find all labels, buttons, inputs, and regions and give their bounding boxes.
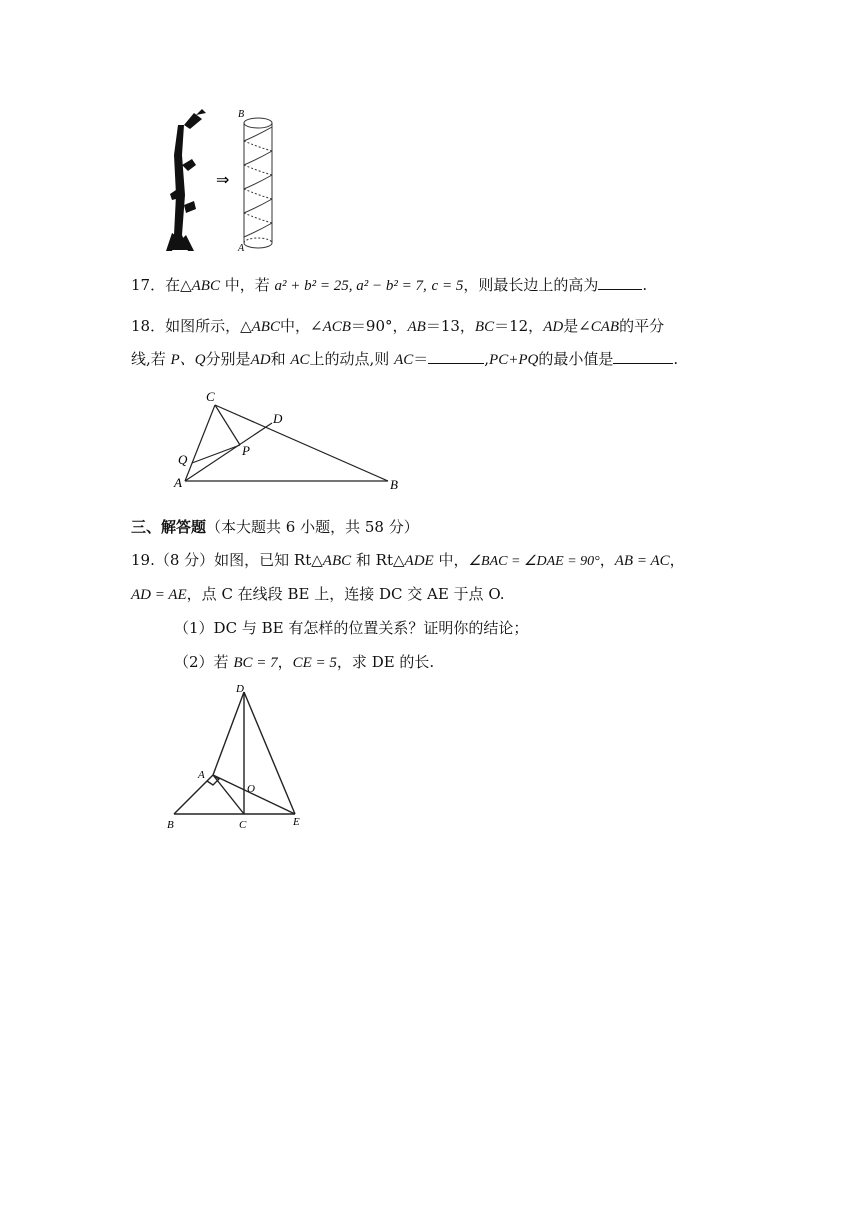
q18-ad: AD bbox=[250, 352, 271, 368]
q17-prefix: 在△ bbox=[165, 276, 192, 294]
q19-triangle-figure bbox=[160, 680, 320, 835]
q19-text: ，求 DE 的长. bbox=[336, 653, 435, 671]
question-18-line2 bbox=[131, 348, 678, 371]
q18-min-answer-blank[interactable] bbox=[613, 349, 673, 364]
q18-text: 的最小值是 bbox=[538, 350, 614, 368]
question-19-part1 bbox=[174, 617, 528, 639]
q17-suffix: ，则最长边上的高为 bbox=[463, 276, 599, 294]
question-17 bbox=[131, 274, 647, 297]
q17-answer-blank[interactable] bbox=[598, 275, 642, 290]
q18-text: ＝90°， bbox=[350, 317, 408, 335]
cylinder-with-helix bbox=[244, 118, 272, 248]
q19-text: ， bbox=[599, 551, 615, 569]
q18-text: 如图所示，△ bbox=[165, 317, 252, 335]
fig19-label-c: C bbox=[239, 819, 247, 831]
q18-ad: AD bbox=[543, 319, 564, 335]
question-19-line1 bbox=[131, 549, 685, 573]
q18-triangle-figure bbox=[170, 385, 410, 495]
fig19-label-e: E bbox=[293, 816, 300, 828]
fig18-label-a: A bbox=[174, 475, 182, 490]
q18-text: 分别是 bbox=[205, 350, 251, 368]
q19-text: 中， bbox=[433, 551, 469, 569]
q17-formula: a² + b² = 25, a² − b² = 7, bbox=[274, 278, 427, 294]
q18-ab: AB bbox=[407, 319, 426, 335]
q19-part1-text: （1）DC 与 BE 有怎样的位置关系？证明你的结论； bbox=[174, 619, 529, 637]
q18-pcpq: PC+PQ bbox=[489, 352, 539, 368]
q18-acb: ACB bbox=[322, 319, 351, 335]
q19-text: ，点 C 在线段 BE 上，连接 DC 交 AE 于点 O. bbox=[186, 585, 505, 603]
q19-text: ， bbox=[277, 653, 293, 671]
q16-figure bbox=[160, 105, 285, 255]
q18-abc: ABC bbox=[251, 319, 280, 335]
question-19-line2 bbox=[131, 583, 505, 606]
q18-ac-answer-blank[interactable] bbox=[428, 349, 484, 364]
q18-text: 上的动点,则 bbox=[309, 350, 395, 368]
q18-text: ＝ bbox=[413, 350, 429, 368]
q18-cab: CAB bbox=[590, 319, 620, 335]
tree-vine-illustration bbox=[166, 109, 206, 251]
fig18-label-p: P bbox=[242, 443, 250, 458]
fig19-label-b: B bbox=[167, 819, 174, 831]
q19-bc7: BC = 7 bbox=[233, 655, 278, 671]
question-18-line1 bbox=[131, 315, 664, 338]
q17-end: . bbox=[642, 276, 648, 294]
section-3-note: （本大题共 6 小题，共 58 分） bbox=[206, 518, 419, 536]
section-3-heading bbox=[131, 516, 419, 538]
q17-mid: 中，若 bbox=[219, 276, 275, 294]
fig18-label-b: B bbox=[390, 477, 398, 492]
fig19-label-a: A bbox=[198, 769, 205, 781]
q19-abac: AB = AC bbox=[614, 553, 670, 569]
q18-text: 是∠ bbox=[563, 317, 591, 335]
q18-ac: AC bbox=[394, 352, 414, 368]
q19-text: （2）若 bbox=[174, 653, 234, 671]
q19-text: 和 Rt△ bbox=[351, 551, 405, 569]
q19-abc: ABC bbox=[322, 553, 352, 569]
q18-text: 中，∠ bbox=[279, 317, 323, 335]
q18-text: 线,若 bbox=[131, 350, 171, 368]
q19-adae: AD = AE bbox=[131, 587, 187, 603]
q18-text: 和 bbox=[270, 350, 291, 368]
label-b: B bbox=[238, 109, 245, 120]
q18-text: ＝13， bbox=[425, 317, 475, 335]
q18-pq: P、Q bbox=[170, 352, 206, 368]
q18-text: 的平分 bbox=[619, 317, 665, 335]
q18-text: . bbox=[673, 350, 679, 368]
fig19-label-o: O bbox=[247, 783, 255, 795]
fig19-label-d: D bbox=[236, 683, 244, 695]
q18-bc: BC bbox=[474, 319, 495, 335]
q19-ce5: CE = 5 bbox=[292, 655, 337, 671]
q17-triangle: ABC bbox=[191, 278, 220, 294]
q19-text: 19.（8 分）如图，已知 Rt△ bbox=[131, 551, 323, 569]
q18-text: , bbox=[484, 350, 490, 368]
implies-arrow: ⇒ bbox=[216, 172, 230, 189]
q19-text: ， bbox=[669, 551, 685, 569]
q19-ade: ADE bbox=[404, 553, 434, 569]
question-19-part2 bbox=[174, 651, 434, 674]
q18-number: 18． bbox=[131, 317, 166, 335]
fig18-label-d: D bbox=[273, 411, 283, 426]
section-3-title: 三、解答题 bbox=[131, 518, 207, 536]
fig18-label-q: Q bbox=[178, 452, 188, 467]
q17-c: c = 5 bbox=[431, 278, 464, 294]
fig18-label-c: C bbox=[206, 389, 215, 404]
q17-number: 17． bbox=[131, 276, 166, 294]
q18-ac: AC bbox=[290, 352, 310, 368]
q18-text: ＝12， bbox=[494, 317, 544, 335]
label-a: A bbox=[238, 243, 245, 254]
q19-angles: ∠BAC = ∠DAE = 90° bbox=[468, 554, 600, 569]
